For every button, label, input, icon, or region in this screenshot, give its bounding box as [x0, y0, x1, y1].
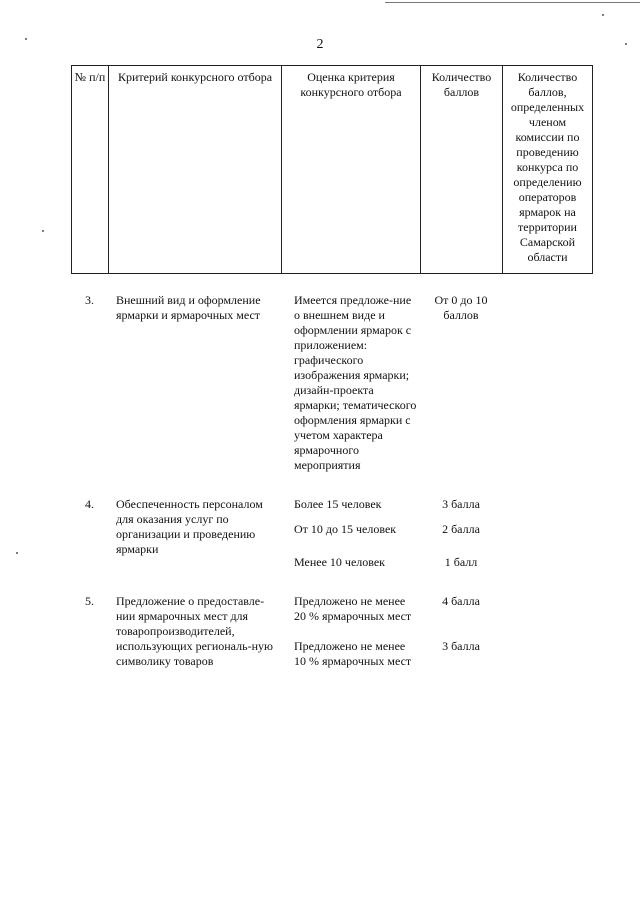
- header-num: № п/п: [72, 66, 109, 274]
- header-row: [72, 66, 593, 274]
- scan-speck: [42, 230, 44, 232]
- table-row: [71, 594, 592, 625]
- row-points: 3 балла: [442, 497, 480, 511]
- row-commission-cell: [502, 594, 592, 669]
- row-assessment: Предложено не менее 20 % ярмарочных мест: [294, 594, 412, 623]
- row-assessment: От 10 до 15 человек: [294, 522, 397, 536]
- row-assessment: Предложено не менее 10 % ярмарочных мест: [294, 638, 412, 668]
- row-assessment: Менее 10 человек: [294, 555, 386, 569]
- criteria-table: [71, 293, 592, 669]
- row-points: 1 балл: [444, 555, 478, 569]
- row-points: 4 балла: [442, 594, 480, 608]
- row-commission-cell: [502, 497, 592, 570]
- scan-speck: [16, 552, 18, 554]
- row-criterion: Предложение о предоставле-нии ярмарочных мест для товаропроизводителей, использующих региональ-ную символику товаров: [116, 594, 273, 668]
- page-number: 2: [316, 37, 324, 52]
- row-criterion: Обеспеченность персоналом для оказания услуг по организации и проведению ярмарки: [116, 497, 263, 556]
- row-number: 5.: [85, 594, 94, 608]
- row-assessment: Более 15 человек: [294, 497, 382, 511]
- scan-edge-line: [385, 2, 640, 3]
- row-points: 3 балла: [442, 638, 480, 653]
- row-criterion: Внешний вид и оформление ярмарки и ярмарочных мест: [116, 293, 261, 322]
- header-points: Количество баллов: [421, 66, 503, 274]
- table-row: [71, 497, 592, 512]
- row-points: 2 балла: [442, 522, 480, 536]
- header-criterion: Критерий конкурсного отбора: [109, 66, 282, 274]
- scan-speck: [602, 14, 604, 16]
- table-row: [71, 293, 592, 473]
- header-assessment: Оценка критерия конкурсного отбора: [282, 66, 421, 274]
- row-number: 4.: [85, 497, 94, 511]
- row-points: От 0 до 10 баллов: [434, 293, 488, 322]
- header-table: [71, 65, 593, 274]
- header-commission-points: Количество баллов, определенных членом комиссии по проведению конкурса по определению операторов ярмарок на территории Самарской области: [503, 66, 593, 274]
- row-number: 3.: [85, 293, 94, 307]
- row-commission-cell: [502, 293, 592, 473]
- row-assessment: Имеется предложе-ние о внешнем виде и оформлении ярмарок с приложением: графического изображения ярмарки; дизайн-проекта ярмарки; тематического оформления ярмарки с учетом характера ярмарочного мероприятия: [294, 293, 417, 472]
